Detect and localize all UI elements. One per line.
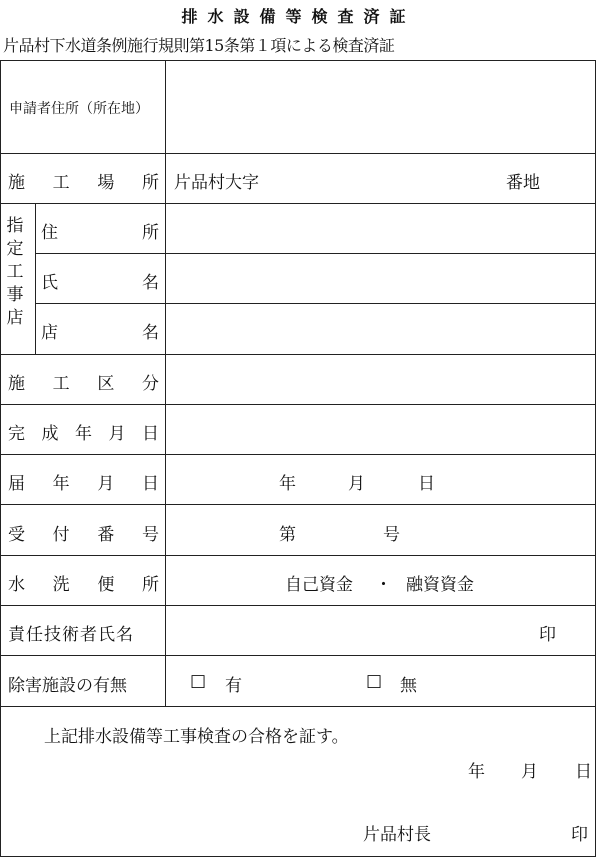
work-category-label: 施 工 区 分 xyxy=(8,374,159,394)
applicant-address-value[interactable] xyxy=(166,61,595,153)
document-subtitle: 片品村下水道条例施行規則第15条第１項による検査済証 xyxy=(3,36,395,55)
row-divider xyxy=(35,303,596,304)
certification-year: 年 xyxy=(468,762,485,782)
funding-self[interactable]: 自己資金 xyxy=(285,575,353,595)
mayor-seal: 印 xyxy=(571,825,588,845)
site-prefix: 片品村大字 xyxy=(174,173,259,193)
abatement-yes-label: 有 xyxy=(225,676,242,696)
row-divider xyxy=(35,253,596,254)
engineer-seal: 印 xyxy=(539,625,556,645)
notice-month: 月 xyxy=(348,474,365,494)
notice-date-label: 届 年 月 日 xyxy=(8,474,159,494)
designated-contractor-label: 指 定 工 事 店 xyxy=(6,216,24,328)
row-divider xyxy=(0,153,596,154)
completion-date-label: 完 成 年 月 日 xyxy=(8,424,159,444)
row-divider xyxy=(0,706,596,707)
applicant-address-label: 申請者住所（所在地） xyxy=(9,101,149,117)
document-title: 排水設備等検査済証 xyxy=(181,7,416,26)
row-divider xyxy=(0,404,596,405)
abatement-yes-checkbox[interactable]: □ xyxy=(190,671,207,691)
funding-loan[interactable]: 融資資金 xyxy=(406,575,474,595)
site-label: 施 工 場 所 xyxy=(8,173,159,193)
receipt-go: 号 xyxy=(383,525,400,545)
notice-day: 日 xyxy=(418,474,435,494)
abatement-no-checkbox[interactable]: □ xyxy=(366,671,383,691)
row-divider xyxy=(0,504,596,505)
row-divider xyxy=(0,454,596,455)
site-suffix: 番地 xyxy=(506,173,540,193)
certification-text: 上記排水設備等工事検査の合格を証す。 xyxy=(44,727,349,747)
abatement-no-label: 無 xyxy=(400,676,417,696)
row-divider xyxy=(0,354,596,355)
certification-day: 日 xyxy=(575,762,592,782)
column-divider xyxy=(165,60,166,706)
contractor-store-label: 店 名 xyxy=(41,323,159,343)
engineer-label: 責任技術者氏名 xyxy=(8,625,134,645)
row-divider xyxy=(0,655,596,656)
contractor-address-label: 住 所 xyxy=(41,223,159,243)
mayor-title: 片品村長 xyxy=(363,825,431,845)
column-divider xyxy=(35,203,36,354)
abatement-label: 除害施設の有無 xyxy=(8,676,127,696)
row-divider xyxy=(0,203,596,204)
receipt-number-label: 受 付 番 号 xyxy=(8,525,159,545)
contractor-name-label: 氏 名 xyxy=(41,273,159,293)
row-divider xyxy=(0,555,596,556)
flush-toilet-label: 水 洗 便 所 xyxy=(8,575,159,595)
row-divider xyxy=(0,605,596,606)
certification-month: 月 xyxy=(521,762,538,782)
funding-separator: ・ xyxy=(375,575,392,595)
notice-year: 年 xyxy=(279,474,296,494)
receipt-dai: 第 xyxy=(279,525,296,545)
